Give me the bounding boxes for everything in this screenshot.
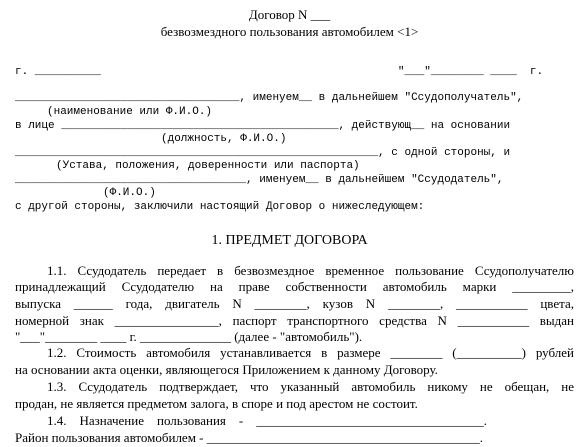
clause-1-4-line-1: 1.4. Назначение пользования - ___________________________________. [47, 413, 487, 428]
conclusion-line: с другой стороны, заключили настоящий Договор о нижеследующем: [15, 201, 425, 213]
contract-title: Договор N ___ [248, 7, 331, 22]
authority-basis-line: _______________________________________________________, с одной стороны, и [15, 147, 511, 159]
section-heading: 1. ПРЕДМЕТ ДОГОВОРА [211, 233, 368, 248]
representative-hint: (должность, Ф.И.О.) [161, 133, 287, 145]
contract-subtitle: безвозмездного пользования автомобилем <1> [160, 24, 419, 39]
clause-1-4-line-2: Район пользования автомобилем - __________________________________________. [15, 430, 484, 445]
city-date-line: г. __________ "___"________ ____ г. [15, 66, 544, 78]
lender-line: ___________________________________, именуем__ в дальнейшем "Ссудодатель", [15, 174, 504, 186]
borrower-hint: (наименование или Ф.И.О.) [47, 106, 213, 118]
clause-1-2-line-1: 1.2. Стоимость автомобиля устанавливается в размере ________ (__________) рублей [47, 345, 574, 360]
representative-line: в лице __________________________________________, действующ__ на основании [15, 120, 511, 132]
clause-1-2-line-2: на основании акта оценки, являющегося Приложением к данному Договору. [15, 362, 438, 377]
clause-1-3-line-2: продан, не является предметом залога, в споре и под арестом не состоит. [15, 396, 418, 411]
clause-1-1-line-3: выпуска ______ года, двигатель N ________, кузов N ________, ___________ цвета, [15, 296, 574, 311]
clause-1-1-line-2: принадлежащий Ссудодателю на праве собственности автомобиль марки _________, [15, 279, 574, 294]
lender-hint: (Ф.И.О.) [103, 187, 156, 199]
clause-1-1-line-1: 1.1. Ссудодатель передает в безвозмездное временное пользование Ссудополучателю [47, 263, 574, 278]
clause-1-1-line-5: "___"________ ____ г. ______________ (далее - "автомобиль"). [15, 329, 363, 344]
clause-1-1-line-4: номерной знак ________________, паспорт транспортного средства N ___________ выдан [15, 313, 574, 328]
clause-1-3-line-1: 1.3. Ссудодатель подтверждает, что указанный автомобиль никому не обещан, не [47, 379, 574, 394]
authority-basis-hint: (Устава, положения, доверенности или паспорта) [56, 160, 360, 172]
borrower-line: __________________________________, именуем__ в дальнейшем "Ссудополучатель", [15, 92, 524, 104]
